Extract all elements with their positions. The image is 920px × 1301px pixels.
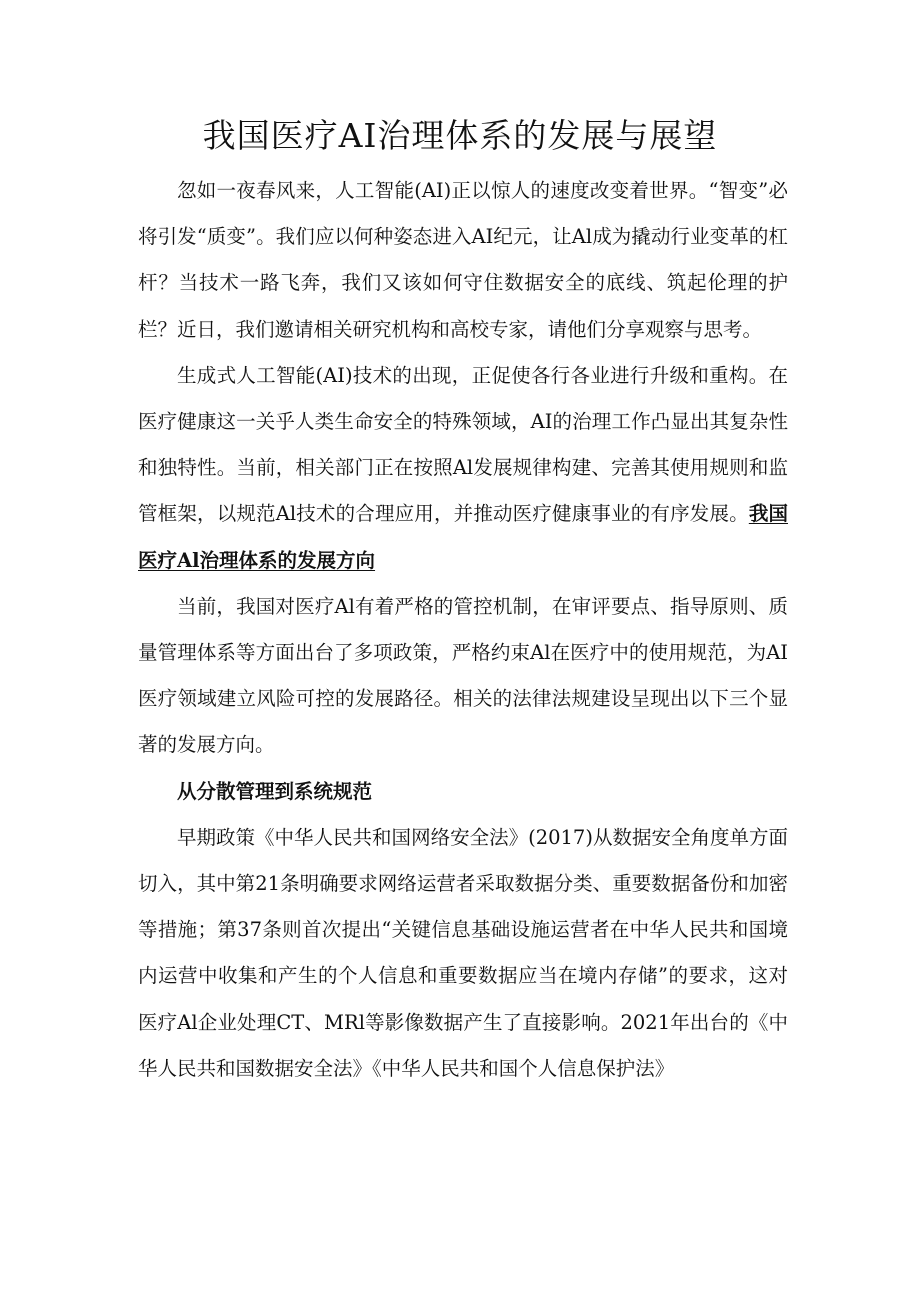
context-paragraph — [138, 353, 788, 584]
policy-paragraph: 当前，我国对医疗Al有着严格的管控机制，在审评要点、指导原则、质量管理体系等方面出台了多项政策，严格约束Al在医疗中的使用规范，为AI医疗领域建立风险可控的发展路径。相关的法律法规建设呈现出以下三个显著的发展方向。 — [138, 594, 788, 757]
context-paragraph-text: 生成式人工智能(AI)技术的出现，正促使各行各业进行升级和重构。在医疗健康这一关乎人类生命安全的特殊领域，AI的治理工作凸显出其复杂性和独特性。当前，相关部门正在按照Al发展规律构建、完善其使用规则和监管框架，以规范Al技术的合理应用，并推动医疗健康事业的有序发展。 — [138, 363, 788, 526]
subsection-heading: 从分散管理到系统规范 — [177, 779, 373, 803]
document-title: 我国医疗AI治理体系的发展与展望 — [202, 116, 718, 155]
intro-paragraph: 忽如一夜春风来，人工智能(AI)正以惊人的速度改变着世界。“智变”必将引发“质变”。我们应以何种姿态进入AI纪元，让Al成为撬动行业变革的杠杆？当技术一路飞奔，我们又该如何守住数据安全的底线、筑起伦理的护栏？近日，我们邀请相关研究机构和高校专家，请他们分享观察与思考。 — [138, 179, 788, 341]
document-body — [138, 168, 788, 1092]
early-policy-paragraph: 早期政策《中华人民共和国网络安全法》(2017)从数据安全角度单方面切入，其中第21条明确要求网络运营者采取数据分类、重要数据备份和加密等措施；第37条则首次提出“关键信息基础设施运营者在中华人民共和国境内运营中收集和产生的个人信息和重要数据应当在境内存储”的要求，这对医疗Al企业处理CT、MRl等影像数据产生了直接影响。2021年出台的《中华人民共和国数据安全法》《中华人民共和国个人信息保护法》 — [138, 825, 788, 1080]
section-heading: 我国医疗Al治理体系的发展方向 — [138, 502, 788, 572]
